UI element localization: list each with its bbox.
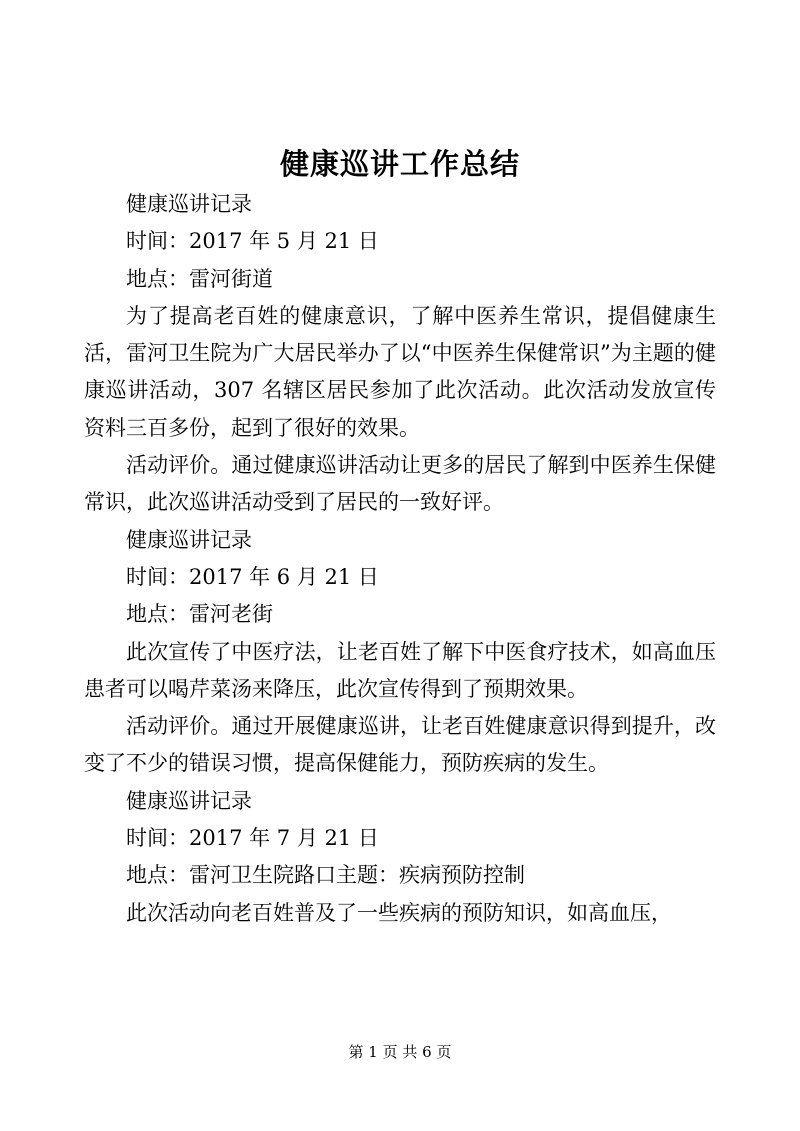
paragraph-evaluation-2: 活动评价。通过开展健康巡讲，让老百姓健康意识得到提升，改变了不少的错误习惯，提高保健能力，预防疾病的发生。: [84, 714, 716, 776]
page-number-footer: 第 1 页 共 6 页: [348, 1043, 452, 1061]
paragraph-record-heading-3: 健康巡讲记录: [126, 788, 252, 813]
paragraph-record-heading-2: 健康巡讲记录: [126, 527, 252, 552]
paragraph-time-1: 时间：2017 年 5 月 21 日: [126, 229, 379, 254]
paragraph-location-2: 地点：雷河老街: [126, 602, 273, 627]
paragraph-location-3: 地点：雷河卫生院路口主题：疾病预防控制: [126, 863, 525, 888]
paragraph-location-1: 地点：雷河街道: [126, 266, 273, 291]
paragraph-content-1: 为了提高老百姓的健康意识，了解中医养生常识，提倡健康生活，雷河卫生院为广大居民举办了以“中医养生保健常识”为主题的健康巡讲活动，307 名辖区居民参加了此次活动。此次活动发放宣传资料三百多份，起到了很好的效果。: [84, 303, 716, 440]
paragraph-content-3: 此次活动向老百姓普及了一些疾病的预防知识，如高血压，: [126, 900, 672, 925]
paragraph-time-2: 时间：2017 年 6 月 21 日: [126, 564, 379, 589]
document-body: [84, 186, 716, 932]
paragraph-content-2: 此次宣传了中医疗法，让老百姓了解下中医食疗技术，如高血压患者可以喝芹菜汤来降压，此次宣传得到了预期效果。: [84, 639, 716, 701]
paragraph-record-heading-1: 健康巡讲记录: [126, 192, 252, 216]
paragraph-time-3: 时间：2017 年 7 月 21 日: [126, 826, 379, 851]
paragraph-evaluation-1: 活动评价。通过健康巡讲活动让更多的居民了解到中医养生保健常识，此次巡讲活动受到了居民的一致好评。: [84, 453, 716, 515]
document-title: 健康巡讲工作总结: [279, 147, 520, 181]
